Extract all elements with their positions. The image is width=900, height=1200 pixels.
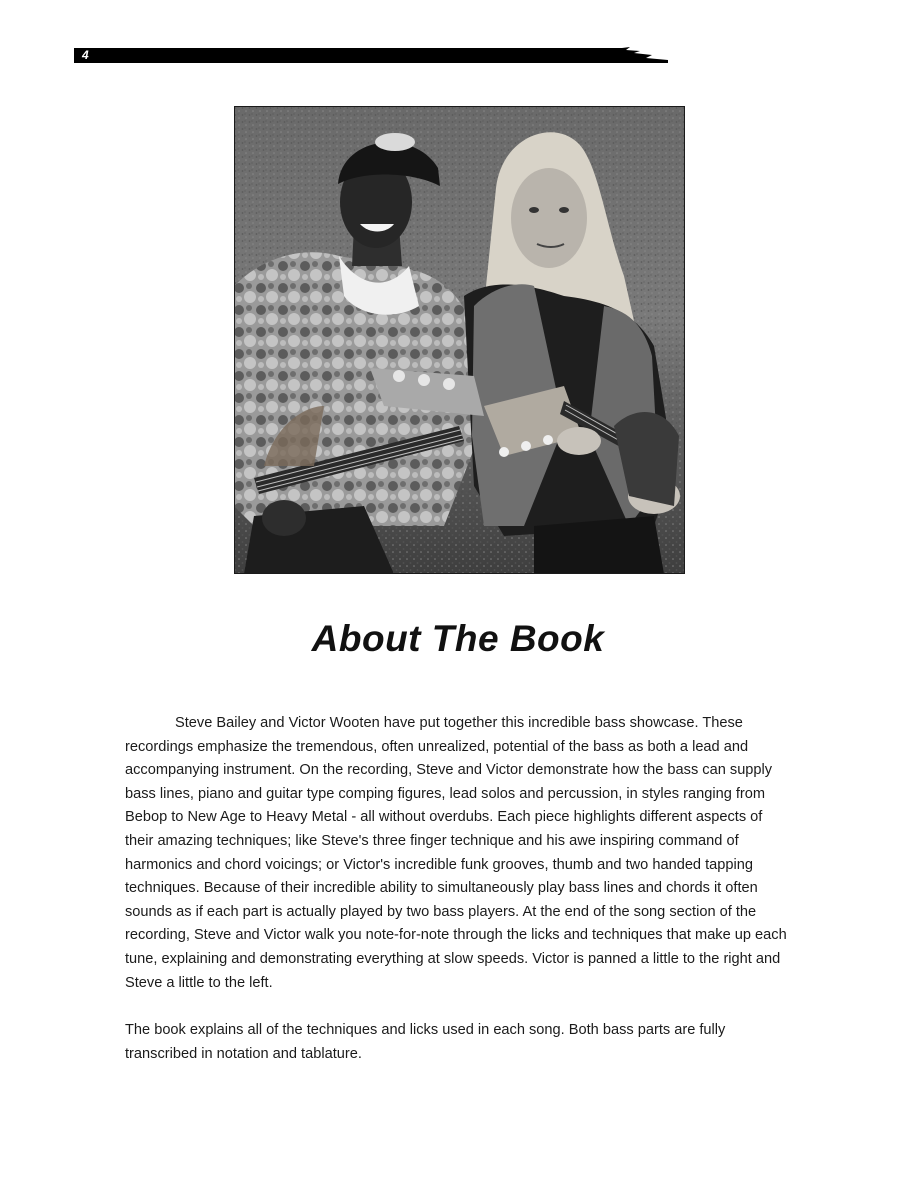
page-number: 4 — [82, 48, 89, 62]
body-paragraph-1: Steve Bailey and Victor Wooten have put together this incredible bass showcase. These recordings emphasize the tremendous, often unrealized, potential of the bass as both a lead and accompanying instrument. On the recording, Steve and Victor demonstrate how the bass can supply bass lines, piano and guitar type comping figures, lead solos and percussion, in styles ranging from Bebop to New Age to Heavy Metal - all without overdubs. Each piece highlights different aspects of their amazing techniques; like Steve's three finger technique and his awe inspiring command of harmonics and chord voicings; or Victor's incredible funk grooves, thumb and two handed tapping techniques. Because of their incredible ability to simultaneously play bass lines and chords it often sounds as if each part is actually played by two bass players. At the end of the song section of the recording, Steve and Victor walk you note-for-note through the licks and techniques that make up each tune, explaining and demonstrating everything at slow speeds. Victor is panned a little to the right and Steve a little to the left. — [125, 715, 787, 991]
bassists-photo — [234, 106, 685, 574]
body-text — [125, 712, 787, 1066]
page-title: About The Book — [311, 618, 605, 659]
page-header — [0, 0, 900, 80]
header-bar — [74, 47, 668, 64]
body-paragraph-2: The book explains all of the techniques and licks used in each song. Both bass parts are fully transcribed in notation and tablature. — [125, 1022, 726, 1062]
